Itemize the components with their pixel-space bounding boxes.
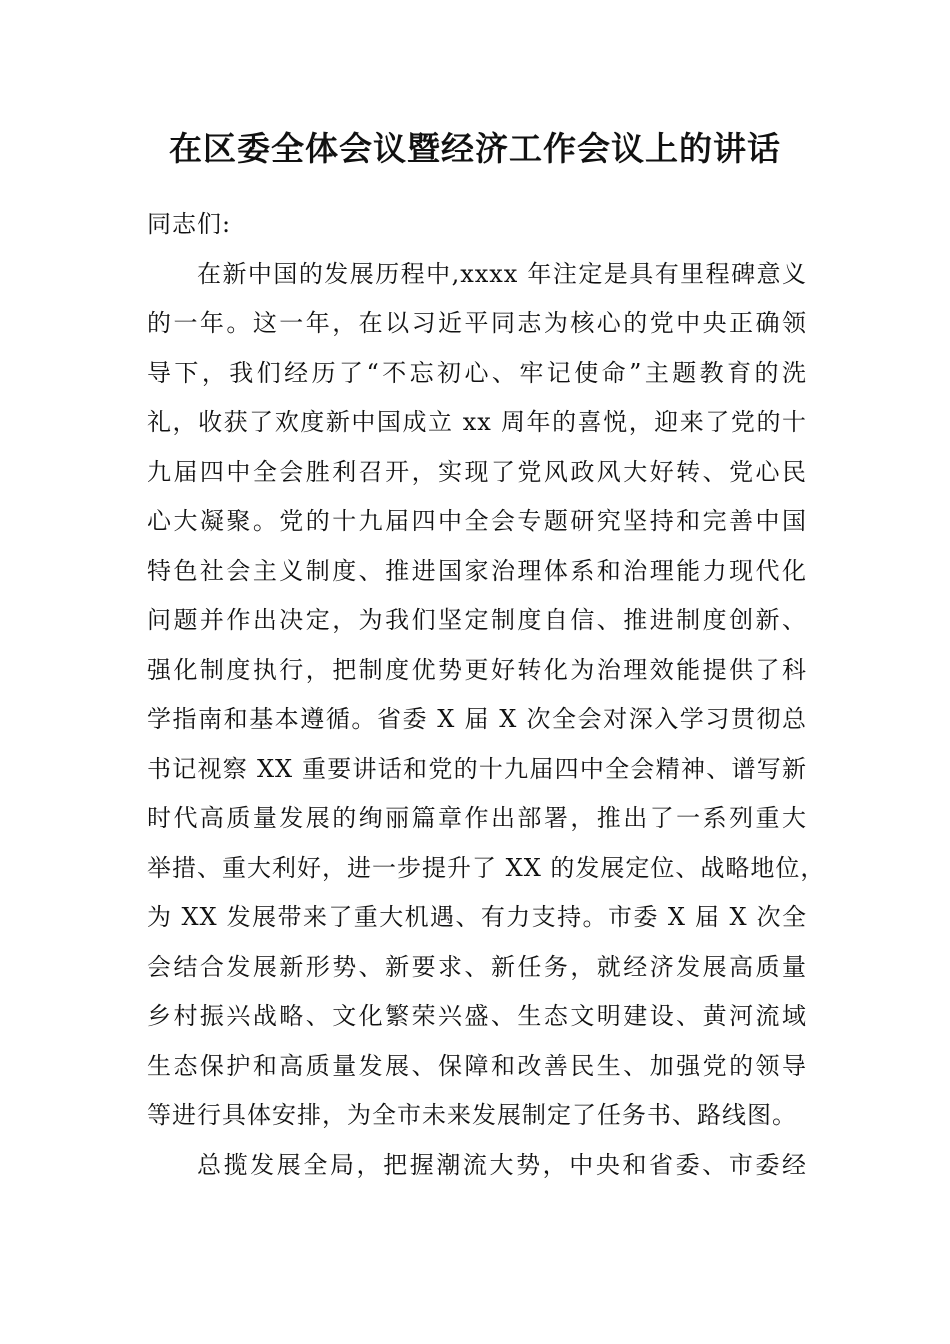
paragraph-1-line: 会结合发展新形势、新要求、新任务，就经济发展高质量 xyxy=(147,952,807,981)
paragraph-1-line: 导下，我们经历了“不忘初心、牢记使命”主题教育的洗 xyxy=(147,358,807,387)
paragraph-1-line: 为 XX 发展带来了重大机遇、有力支持。市委 X 届 X 次全 xyxy=(147,903,807,931)
paragraph-1-line: 心大凝聚。党的十九届四中全会专题研究坚持和完善中国 xyxy=(147,507,807,535)
salutation: 同志们: xyxy=(147,210,232,238)
paragraph-1-line: 时代高质量发展的绚丽篇章作出部署，推出了一系列重大 xyxy=(147,804,807,832)
paragraph-2-line: 总揽发展全局，把握潮流大势，中央和省委、市委经 xyxy=(197,1150,807,1179)
paragraph-1-line: 特色社会主义制度、推进国家治理体系和治理能力现代化 xyxy=(147,556,807,585)
paragraph-1-line: 乡村振兴战略、文化繁荣兴盛、生态文明建设、黄河流域 xyxy=(147,1002,807,1030)
paragraph-1-line: 书记视察 XX 重要讲话和党的十九届四中全会精神、谱写新 xyxy=(147,754,807,783)
paragraph-1-line: 学指南和基本遵循。省委 X 届 X 次全会对深入学习贯彻总 xyxy=(147,705,807,733)
paragraph-1-line: 生态保护和高质量发展、保障和改善民生、加强党的领导 xyxy=(147,1051,807,1080)
paragraph-1-line: 问题并作出决定，为我们坚定制度自信、推进制度创新、 xyxy=(147,606,807,634)
paragraph-1-line: 的一年。这一年，在以习近平同志为核心的党中央正确领 xyxy=(147,309,807,337)
paragraph-1-line: 礼，收获了欢度新中国成立 xx 周年的喜悦，迎来了党的十 xyxy=(147,408,807,436)
paragraph-1-line: 举措、重大利好，进一步提升了 XX 的发展定位、战略地位， xyxy=(147,853,826,882)
paragraph-1-last-line: 等进行具体安排，为全市未来发展制定了任务书、路线图。 xyxy=(147,1101,797,1129)
document-title: 在区委全体会议暨经济工作会议上的讲话 xyxy=(169,129,781,168)
paragraph-1-line: 在新中国的发展历程中,xxxx 年注定是具有里程碑意义 xyxy=(197,259,807,288)
document-body xyxy=(147,200,826,1190)
paragraph-1-line: 强化制度执行，把制度优势更好转化为治理效能提供了科 xyxy=(147,655,807,684)
paragraph-1-line: 九届四中全会胜利召开，实现了党风政风大好转、党心民 xyxy=(147,457,807,486)
